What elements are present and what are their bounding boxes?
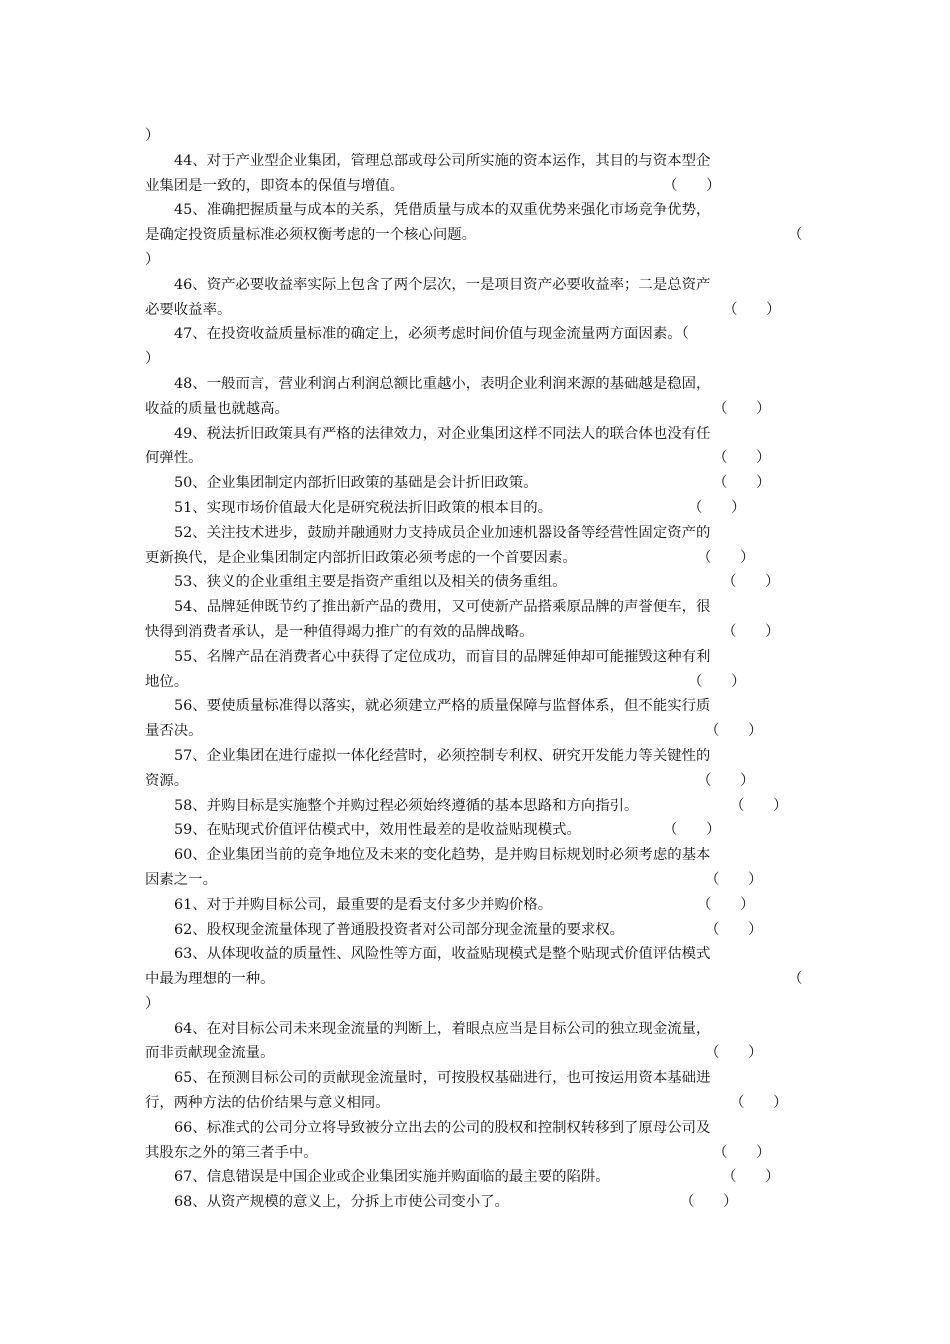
answer-blank[interactable]: （ ） (705, 723, 763, 740)
question-65 (145, 1066, 810, 1091)
line-text: ） (145, 251, 160, 268)
question-48 (145, 372, 810, 397)
line-text: 其股东之外的第三者手中。 (145, 1144, 318, 1161)
answer-blank[interactable]: （ (788, 227, 803, 244)
line-text: 58、并购目标是实施整个并购过程必须始终遵循的基本思路和方向指引。 (174, 797, 639, 814)
question-62 (145, 918, 810, 943)
answer-blank[interactable]: （ ） (730, 1095, 788, 1112)
answer-blank[interactable]: （ ） (722, 1169, 780, 1186)
text-line (145, 248, 810, 273)
line-text: 59、在贴现式价值评估模式中，效用性最差的是收益贴现模式。 (174, 822, 581, 839)
answer-blank[interactable]: （ ） (713, 400, 771, 417)
question-68 (145, 1190, 810, 1215)
line-text: ） (145, 351, 160, 368)
line-text: 65、在预测目标公司的贡献现金流量时，可按股权基础进行，也可按运用资本基础进 (174, 1070, 711, 1087)
line-text: 收益的质量也就越高。 (145, 400, 289, 417)
answer-blank[interactable]: （ ） (705, 1045, 763, 1062)
question-49 (145, 422, 810, 447)
question-56 (145, 694, 810, 719)
question-54 (145, 595, 810, 620)
answer-blank[interactable]: （ ） (680, 1194, 738, 1211)
question-60 (145, 843, 810, 868)
line-text: 更新换代，是企业集团制定内部折旧政策必须考虑的一个首要因素。 (145, 549, 577, 566)
text-line (145, 868, 810, 893)
text-line (145, 397, 810, 422)
answer-blank[interactable]: （ ） (697, 549, 755, 566)
answer-blank[interactable]: （ ） (697, 772, 755, 789)
line-text: 资源。 (145, 772, 189, 789)
line-text: 地位。 (145, 673, 189, 690)
document-body (145, 124, 810, 1215)
question-61 (145, 893, 810, 918)
answer-blank[interactable]: （ ） (723, 301, 781, 318)
text-line (145, 670, 810, 695)
line-text: 45、准确把握质量与成本的关系，凭借质量与成本的双重优势来强化市场竞争优势， (174, 202, 711, 219)
question-57 (145, 744, 810, 769)
question-63 (145, 942, 810, 967)
question-64 (145, 1017, 810, 1042)
line-text: 必要收益率。 (145, 301, 232, 318)
text-line (145, 1141, 810, 1166)
line-text: 中最为理想的一种。 (145, 971, 275, 988)
answer-blank[interactable]: （ ） (705, 871, 763, 888)
line-text: 64、在对目标公司未来现金流量的判断上，着眼点应当是目标公司的独立现金流量， (174, 1020, 711, 1037)
answer-blank[interactable]: （ ） (663, 177, 721, 194)
question-59 (145, 818, 810, 843)
text-line (145, 1041, 810, 1066)
answer-blank[interactable]: （ ） (713, 450, 771, 467)
question-45 (145, 198, 810, 223)
question-50 (145, 471, 810, 496)
line-text: 52、关注技术进步，鼓励并融通财力支持成员企业加速机器设备等经营性固定资产的 (174, 524, 711, 541)
text-line (145, 769, 810, 794)
answer-blank[interactable]: （ ） (722, 574, 780, 591)
line-text: 66、标准式的公司分立将导致被分立出去的公司的股权和控制权转移到了原母公司及 (174, 1119, 711, 1136)
text-line (145, 719, 810, 744)
answer-blank[interactable]: （ ） (722, 623, 780, 640)
question-66 (145, 1116, 810, 1141)
question-53 (145, 570, 810, 595)
line-text: 何弹性。 (145, 450, 203, 467)
answer-blank[interactable]: （ ） (663, 822, 721, 839)
line-text: 63、从体现收益的质量性、风险性等方面，收益贴现模式是整个贴现式价值评估模式 (174, 946, 711, 963)
answer-blank[interactable]: （ ） (688, 673, 746, 690)
text-line (145, 223, 810, 248)
line-text: 行，两种方法的估价结果与意义相同。 (145, 1095, 390, 1112)
line-text: ） (145, 128, 160, 144)
line-text: 53、狭义的企业重组主要是指资产重组以及相关的债务重组。 (174, 574, 567, 591)
line-text: ） (145, 995, 160, 1012)
text-line (145, 620, 810, 645)
answer-blank[interactable]: （ ） (730, 797, 788, 814)
question-44 (145, 149, 810, 174)
line-text: 47、在投资收益质量标准的确定上，必须考虑时间价值与现金流量两方面因素。（ (174, 326, 689, 343)
line-text: 55、名牌产品在消费者心中获得了定位成功，而盲目的品牌延伸却可能摧毁这种有利 (174, 648, 711, 665)
line-text: 49、税法折旧政策具有严格的法律效力，对企业集团这样不同法人的联合体也没有任 (174, 425, 711, 442)
line-text: 而非贡献现金流量。 (145, 1045, 275, 1062)
line-text: 60、企业集团当前的竞争地位及未来的变化趋势，是并购目标规划时必须考虑的基本 (174, 847, 711, 864)
line-text: 68、从资产规模的意义上，分拆上市使公司变小了。 (174, 1194, 509, 1211)
line-text: 67、信息错误是中国企业或企业集团实施并购面临的最主要的陷阱。 (174, 1169, 610, 1186)
line-text: 业集团是一致的，即资本的保值与增值。 (145, 177, 405, 194)
text-line (145, 124, 810, 149)
question-58 (145, 794, 810, 819)
text-line (145, 446, 810, 471)
line-text: 61、对于并购目标公司，最重要的是看支付多少并购价格。 (174, 896, 553, 913)
line-text: 50、企业集团制定内部折旧政策的基础是会计折旧政策。 (174, 475, 538, 492)
line-text: 48、一般而言，营业利润占利润总额比重越小，表明企业利润来源的基础越是稳固， (174, 375, 711, 392)
answer-blank[interactable]: （ (788, 971, 803, 988)
line-text: 快得到消费者承认，是一种值得竭力推广的有效的品牌战略。 (145, 623, 534, 640)
line-text: 是确定投资质量标准必须权衡考虑的一个核心问题。 (145, 227, 476, 244)
text-line (145, 967, 810, 992)
line-text: 54、品牌延伸既节约了推出新产品的费用，又可使新产品搭乘原品牌的声誉便车，很 (174, 599, 711, 616)
line-text: 因素之一。 (145, 871, 217, 888)
question-51 (145, 496, 810, 521)
answer-blank[interactable]: （ ） (697, 896, 755, 913)
line-text: 57、企业集团在进行虚拟一体化经营时，必须控制专利权、研究开发能力等关键性的 (174, 747, 711, 764)
text-line (145, 992, 810, 1017)
text-line (145, 347, 810, 372)
line-text: 46、资产必要收益率实际上包含了两个层次，一是项目资产必要收益率；二是总资产 (174, 276, 711, 293)
line-text: 62、股权现金流量体现了普通股投资者对公司部分现金流量的要求权。 (174, 921, 625, 938)
line-text: 51、实现市场价值最大化是研究税法折旧政策的根本目的。 (174, 499, 553, 516)
text-line (145, 1091, 810, 1116)
question-47 (145, 322, 810, 347)
text-line (145, 546, 810, 571)
text-line (145, 174, 810, 199)
question-52 (145, 521, 810, 546)
question-67 (145, 1165, 810, 1190)
answer-blank[interactable]: （ ） (688, 499, 746, 516)
question-46 (145, 273, 810, 298)
line-text: 44、对于产业型企业集团，管理总部或母公司所实施的资本运作，其目的与资本型企 (174, 152, 711, 169)
answer-blank[interactable]: （ ） (713, 1144, 771, 1161)
line-text: 量否决。 (145, 723, 203, 740)
answer-blank[interactable]: （ ） (713, 475, 771, 492)
answer-blank[interactable]: （ ） (705, 921, 763, 938)
line-text: 56、要使质量标准得以落实，就必须建立严格的质量保障与监督体系，但不能实行质 (174, 698, 711, 715)
question-55 (145, 645, 810, 670)
text-line (145, 298, 810, 323)
